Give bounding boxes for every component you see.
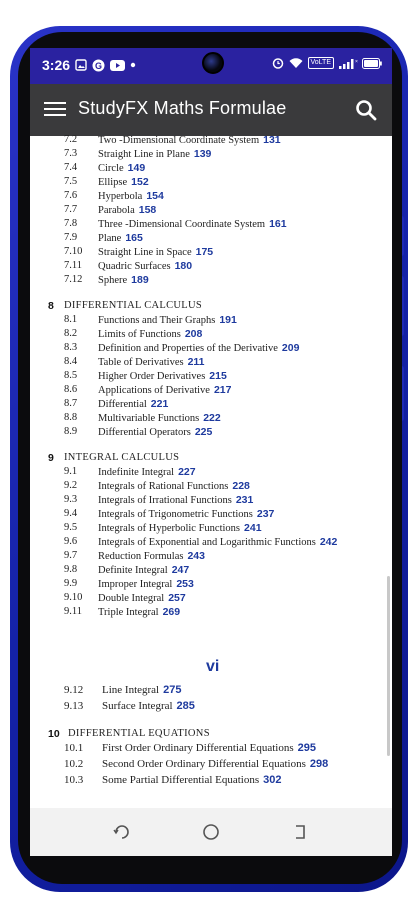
chapter-number: 8 [48, 300, 54, 312]
google-icon [92, 59, 105, 72]
toc-entry[interactable] [46, 176, 386, 190]
toc-entry-title-text: Improper Integral [98, 579, 173, 590]
toc-entry-page-link[interactable]: 227 [178, 466, 196, 478]
toc-entry[interactable] [46, 218, 386, 232]
toc-entry-number: 7.3 [64, 148, 78, 159]
toc-entry[interactable] [46, 328, 386, 342]
toc-entry-number: 7.4 [64, 162, 78, 173]
toc-entry-number: 8.1 [64, 314, 78, 325]
toc-entry-title [98, 578, 194, 590]
toc-entry-page-link[interactable]: 161 [269, 218, 287, 230]
toc-entry[interactable] [46, 246, 386, 260]
toc-entry[interactable] [46, 700, 386, 714]
toc-entry-title [98, 246, 213, 258]
toc-entry-title [98, 494, 253, 506]
toc-entry[interactable] [46, 398, 386, 412]
toc-entry-title-text: Applications of Derivative [98, 385, 210, 396]
toc-entry-title-text: Definite Integral [98, 565, 168, 576]
toc-entry-title [98, 564, 189, 576]
toc-entry-title-text: Two -Dimensional Coordinate System [98, 135, 260, 146]
toc-entry-number: 8.9 [64, 426, 78, 437]
toc-entry[interactable] [46, 342, 386, 356]
toc-entry-number: 7.11 [64, 260, 82, 271]
chapter-number: 9 [48, 452, 54, 464]
toc-entry-title [98, 522, 262, 534]
toc-entry-title-text: Straight Line in Plane [98, 149, 190, 160]
toc-entry-title-text: Reduction Formulas [98, 551, 184, 562]
toc-entry[interactable] [46, 508, 386, 522]
toc-entry-page-link[interactable]: 189 [131, 274, 149, 286]
toc-entry-title-text: Ellipse [98, 177, 128, 188]
toc-entry-number: 9.9 [64, 578, 78, 589]
toc-entry[interactable] [46, 536, 386, 550]
toc-entry[interactable] [46, 426, 386, 440]
toc-entry-number: 8.2 [64, 328, 78, 339]
toc-entry-title [98, 328, 202, 340]
toc-entry-title [98, 204, 156, 216]
toc-entry[interactable] [46, 260, 386, 274]
toc-entry[interactable] [46, 370, 386, 384]
toc-entry-page-link[interactable]: 209 [281, 342, 300, 354]
toc-entry-title-text: Integrals of Irrational Functions [98, 495, 232, 506]
toc-entry-page-link[interactable]: 180 [174, 260, 193, 272]
page-number-roman: vi [206, 658, 220, 675]
toc-entry-title [98, 260, 192, 272]
toc-entry-title [98, 426, 212, 438]
toc-entry-number: 9.11 [64, 606, 82, 617]
chapter-title: DIFFERENTIAL CALCULUS [64, 300, 203, 311]
status-right [272, 57, 383, 69]
toc-entry-number: 7.12 [64, 274, 83, 285]
toc-entry-number: 10.1 [64, 742, 84, 754]
toc-entry-number: 9.2 [64, 480, 78, 491]
toc-entry-page-link[interactable]: 158 [138, 204, 157, 216]
toc-entry-page-link[interactable]: 211 [187, 356, 205, 368]
toc-entry-page-link[interactable]: 243 [187, 550, 205, 562]
toc-entry-number: 8.8 [64, 412, 78, 423]
toc-entry-page-link[interactable]: 269 [162, 606, 181, 618]
toc-entry-title [98, 536, 337, 548]
toc-entry-page-link[interactable]: 285 [176, 700, 195, 712]
toc-entry-page-link[interactable]: 139 [193, 148, 212, 160]
toc-entry-page-link[interactable]: 231 [235, 494, 254, 506]
toc-entry-title-text: Parabola [98, 205, 135, 216]
toc-entry-page-link[interactable]: 222 [203, 412, 221, 424]
toc-entry-title-text: Differential Operators [98, 427, 191, 438]
svg-text:×: × [355, 58, 358, 65]
toc-entry-title [98, 176, 149, 188]
toc-entry-title-text: Multivariable Functions [98, 413, 200, 424]
toc-entry[interactable] [46, 356, 386, 370]
toc-entry-title [102, 774, 281, 786]
toc-entry-number: 9.4 [64, 508, 78, 519]
toc-entry[interactable] [46, 522, 386, 536]
toc-entry-title-text: Triple Integral [98, 607, 159, 618]
toc-entry-number: 9.13 [64, 700, 84, 712]
toc-entry[interactable] [46, 564, 386, 578]
toc-entry-page-link[interactable]: 154 [146, 190, 164, 202]
dot-icon [130, 62, 136, 68]
toc-entry-title-text: Integrals of Rational Functions [98, 481, 229, 492]
toc-entry[interactable] [46, 592, 386, 606]
toc-entry-title-text: Limits of Functions [98, 329, 181, 340]
toc-entry[interactable] [46, 314, 386, 328]
toc-entry-page-link[interactable]: 175 [195, 246, 214, 258]
toc-entry-page-link[interactable]: 225 [194, 426, 213, 438]
toc-entry-number: 7.5 [64, 176, 78, 187]
toc-entry-page-link[interactable]: 221 [150, 398, 169, 410]
status-time: 3:26 [42, 57, 71, 73]
toc-entry-page-link[interactable]: 217 [213, 384, 232, 396]
phone-screen [30, 48, 392, 856]
toc-entry-page-link[interactable]: 152 [131, 176, 149, 188]
toc-entry-title-text: Sphere [98, 275, 128, 286]
back-icon[interactable] [290, 822, 310, 842]
toc-entry-page-link[interactable]: 275 [163, 684, 182, 696]
toc-entry[interactable] [46, 134, 386, 148]
toc-entry-page-link[interactable]: 257 [168, 592, 186, 604]
toc-entry-title-text: Plane [98, 233, 122, 244]
toc-entry-title [102, 700, 195, 712]
chapter-number: 10 [48, 728, 60, 740]
toc-entry-number: 7.9 [64, 232, 78, 243]
svg-text:G: G [95, 60, 103, 71]
app-title: StudyFX Maths Formulae [78, 98, 287, 118]
toc-entry-title [98, 162, 145, 174]
toc-entry-number: 8.4 [64, 356, 78, 367]
toc-entry-page-link[interactable]: 302 [263, 774, 282, 786]
toc-entry-page-link[interactable]: 149 [127, 162, 146, 174]
toc-entry-number: 9.1 [64, 466, 78, 477]
toc-entry[interactable] [46, 232, 386, 246]
toc-entry-title [98, 218, 287, 230]
toc-entry-page-link[interactable]: 228 [232, 480, 250, 492]
toc-entry-title-text: Functions and Their Graphs [98, 315, 216, 326]
toc-entry-page-link[interactable]: 208 [184, 328, 203, 340]
toc-entry-title-text: Straight Line in Space [98, 247, 192, 258]
toc-entry-page-link[interactable]: 131 [263, 134, 281, 146]
toc-entry[interactable] [46, 550, 386, 564]
toc-entry-number: 9.12 [64, 684, 84, 696]
toc-entry-number: 8.5 [64, 370, 78, 381]
toc-entry-title [98, 480, 250, 492]
toc-entry-title [98, 134, 281, 146]
toc-entry-number: 7.6 [64, 190, 78, 201]
toc-entry-title [98, 190, 164, 202]
toc-entry-page-link[interactable]: 241 [244, 522, 262, 534]
toc-entry-number: 9.8 [64, 564, 78, 575]
toc-entry-title-text: Integrals of Trigonometric Functions [98, 509, 253, 520]
toc-entry-number: 9.10 [64, 592, 83, 603]
toc-entry-page-link[interactable]: 215 [209, 370, 227, 382]
toc-entry-title-text: Three -Dimensional Coordinate System [98, 219, 266, 230]
chapter-title: DIFFERENTIAL EQUATIONS [68, 728, 210, 739]
toc-entry-title [98, 466, 196, 478]
gallery-icon [75, 59, 87, 71]
toc-entry-title-text: Differential [98, 399, 147, 410]
toc-entry-title [98, 148, 211, 160]
hamburger-menu-icon[interactable] [44, 98, 66, 122]
toc-entry-page-link[interactable]: 165 [125, 232, 143, 244]
toc-entry-number: 9.6 [64, 536, 78, 547]
toc-entry[interactable] [46, 758, 386, 772]
chapter-title: INTEGRAL CALCULUS [64, 452, 180, 463]
toc-entry-title-text: Table of Derivatives [98, 357, 184, 368]
toc-entry-page-link[interactable]: 191 [219, 314, 237, 326]
toc-entry-number: 9.7 [64, 550, 78, 561]
toc-entry-title-text: First Order Ordinary Differential Equations [102, 742, 294, 754]
toc-entry-number: 7.2 [64, 134, 78, 145]
toc-entry[interactable] [46, 480, 386, 494]
toc-entry-title [98, 550, 205, 562]
toc-entry-page-link[interactable]: 298 [309, 758, 329, 770]
front-camera [202, 52, 224, 74]
signal-icon [339, 58, 357, 69]
toc-entry-title [98, 342, 299, 354]
toc-entry-title [98, 398, 168, 410]
toc-entry-title-text: Double Integral [98, 593, 165, 604]
toc-content[interactable] [30, 136, 392, 808]
wifi-icon [289, 58, 303, 69]
toc-entry[interactable] [46, 204, 386, 218]
toc-entry-number: 8.7 [64, 398, 78, 409]
toc-entry[interactable] [46, 384, 386, 398]
toc-entry-title [98, 508, 274, 520]
home-icon[interactable] [201, 822, 221, 842]
toc-entry-title [98, 356, 205, 368]
toc-entry-number: 9.3 [64, 494, 78, 505]
toc-entry-title-text: Quadric Surfaces [98, 261, 171, 272]
toc-entry-title-text: Hyperbola [98, 191, 143, 202]
youtube-icon [110, 60, 125, 71]
toc-entry[interactable] [46, 412, 386, 426]
toc-entry[interactable] [46, 774, 386, 788]
toc-entry-title [102, 684, 181, 696]
scrollbar[interactable] [387, 576, 390, 756]
toc-entry-title [98, 370, 227, 382]
toc-entry-title-text: Circle [98, 163, 124, 174]
toc-entry[interactable] [46, 162, 386, 176]
search-icon[interactable] [354, 98, 378, 122]
toc-entry-number: 10.3 [64, 774, 84, 786]
toc-entry-page-link[interactable]: 247 [171, 564, 190, 576]
toc-entry-title [98, 274, 149, 286]
toc-entry-number: 7.10 [64, 246, 83, 257]
toc-entry-page-link[interactable]: 295 [297, 742, 316, 754]
toc-entry-title [98, 606, 180, 618]
toc-entry-page-link[interactable]: 253 [176, 578, 194, 590]
toc-entry-number: 8.3 [64, 342, 78, 353]
toc-entry-number: 8.6 [64, 384, 78, 395]
toc-entry-title [102, 758, 328, 770]
toc-entry[interactable] [46, 684, 386, 698]
toc-entry-number: 10.2 [64, 758, 84, 770]
alarm-icon [272, 57, 284, 69]
toc-entry-title [98, 232, 143, 244]
toc-entry-title-text: Line Integral [102, 684, 160, 696]
toc-entry-title [102, 742, 316, 754]
toc-entry-page-link[interactable]: 237 [256, 508, 275, 520]
toc-entry-title [98, 412, 221, 424]
toc-entry-title-text: Higher Order Derivatives [98, 371, 206, 382]
app-bar [30, 84, 392, 136]
toc-entry-title-text: Integrals of Hyperbolic Functions [98, 523, 241, 534]
toc-entry-page-link[interactable]: 242 [319, 536, 338, 548]
toc-entry[interactable] [46, 606, 386, 620]
toc-entry-number: 7.8 [64, 218, 78, 229]
toc-entry-title [98, 384, 232, 396]
toc-entry-number: 9.5 [64, 522, 78, 533]
recent-apps-icon[interactable] [112, 822, 132, 842]
navigation-bar [30, 808, 392, 856]
toc-entry-title-text: Integrals of Exponential and Logarithmic Functions [98, 537, 316, 548]
battery-icon [362, 58, 382, 69]
toc-entry-title-text: Some Partial Differential Equations [102, 774, 260, 786]
toc-entry[interactable] [46, 742, 386, 756]
toc-entry[interactable] [46, 274, 386, 288]
toc-entry[interactable] [46, 190, 386, 204]
toc-entry-number: 7.7 [64, 204, 78, 215]
status-bar [30, 48, 392, 84]
toc-entry-title-text: Second Order Ordinary Differential Equations [102, 758, 306, 770]
volte-icon: VoLTE [308, 57, 335, 69]
toc-entry[interactable] [46, 466, 386, 480]
toc-entry-title [98, 592, 186, 604]
toc-entry[interactable] [46, 494, 386, 508]
toc-entry[interactable] [46, 148, 386, 162]
status-left [42, 57, 136, 73]
toc-entry-title-text: Surface Integral [102, 700, 173, 712]
toc-entry-title [98, 314, 237, 326]
toc-entry-title-text: Indefinite Integral [98, 467, 175, 478]
toc-entry[interactable] [46, 578, 386, 592]
toc-entry-title-text: Definition and Properties of the Derivative [98, 343, 278, 354]
